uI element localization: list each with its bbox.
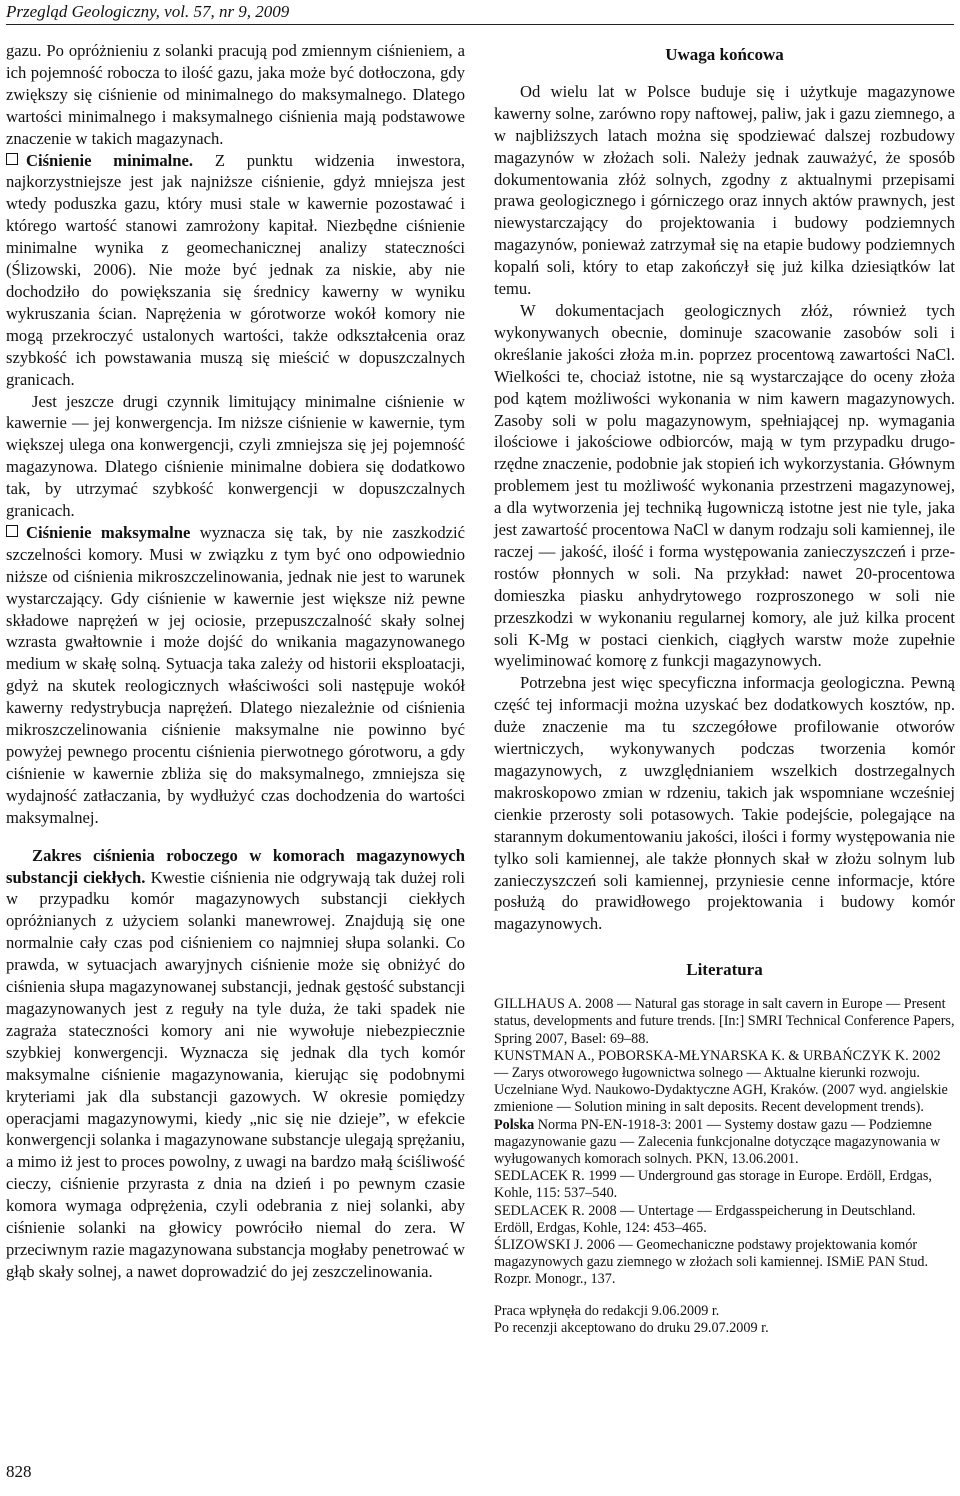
spacer bbox=[494, 935, 955, 955]
reference-list bbox=[494, 996, 955, 1288]
section-title-final-remarks: Uwaga końcowa bbox=[665, 45, 784, 64]
paragraph-minimum-pressure bbox=[6, 150, 465, 391]
minimum-pressure-text: Z punktu widzenia inwestora, najkorzystniejsze jest jak najniższe ciśnienie, gdyż mniejsza jest wtedy poduszka gazu, który musi stale w kawernie pozostawać i którego wartość stanowi zamrożony kapitał. Niezbędne ciśnienie minimalne wynika z geomechanicznej analizy stateczności (Ślizowski, 2006). Nie może być jednak za niskie, aby nie dochodziło do powiększania się średnicy kawerny w wyniku wykruszania ścian. Naprężenia w górotworze wokół komory nie mogą przekroczyć ustalonych wartości, także odkształcenia oraz szybkość ich powstawania muszą się mieścić w dopuszczalnych granicach. bbox=[6, 150, 465, 389]
paragraph-maximum-pressure bbox=[6, 522, 465, 829]
reference-text: GILLHAUS A. 2008 — Natural gas storage in salt cavern in Europe — Present status, developments and future trends. [In:] SMRI Technical Conference Papers, Spring 2007, Basel: 69–88. bbox=[494, 996, 955, 1047]
spacer bbox=[494, 1289, 955, 1303]
left-column bbox=[6, 40, 465, 1283]
header-rule bbox=[6, 24, 954, 25]
liquid-storage-text: Kwestie ciśnienia nie odgrywają tak dużej roli w przypadku komór magazynowych substancji ciekłych opróżnianych z użyciem solanki manewrowej. Znajdują się one normalnie cały czas pod ciśnieniem co najmniej słupa solanki. Co prawda, w sytuacjach awaryjnych ciśnienie może się obniżyć do ciśnienia słupa magazynowanej substancji, jednak gęstość substancji magazynowanych jest z reguły na tyle duża, że taki spadek nie zagraża stateczności komory ani nie wywołuje niebezpiecznie szybkiej konwergencji. Wyznacza się jednak dla tych komór maksymalne ciśnienie magazynowania, kierując się podobnymi kryteriami jak dla substancji gazowych. W okresie pomiędzy operacjami magazynowymi, kiedy „nic się nie dzieje”, w efekcie konwergencji solanka i magazynowane substancje ulegają sprężaniu, a mimo iż jest to proces powolny, z uwagi na bardzo małą ściśliwość cieczy, ciśnienie przyrasta z dnia na dzień i po pewnym czasie komora wymaga odprężenia, czyli odebrania z niej solanki, aby ciśnienie solanki na głowicy powróciło niemal do zera. W przeciwnym razie magazynowana substancja mogłaby penetrować w głąb skały solnej, a nawet doprowadzić do jej zeszczelinowania. bbox=[6, 867, 465, 1281]
reference-text: KUNSTMAN A., POBORSKA-MŁYNARSKA K. & URBAŃCZYK K. 2002 — Zarys otworowego ługownictwa solnego — Aktualne kierunki rozwoju. Uczelniane Wyd. Naukowo-Dydaktyczne AGH, Kraków. (2007 wyd. angielskie zmienione — Solution mining in salt deposits. Recent development trends). bbox=[494, 1047, 948, 1116]
maximum-pressure-label: Ciśnienie maksymalne bbox=[26, 522, 191, 542]
spacer bbox=[6, 829, 465, 845]
minimum-pressure-label: Ciśnienie minimalne. bbox=[26, 150, 194, 170]
paragraph-remarks-3: Potrzebna jest więc specyficzna informacja geologiczna. Pewną część tej informacji można uzyskać bez dodatkowych kosztów, np. duże znaczenie ma tu szczegółowe profilowanie otworów wiertniczych, wykonywanych podczas tworzenia komór magazynowych, z uwzględnianiem wszelkich dostrzegalnych makroskopowo zmian w rdzeniu, takich jak wspomniane wcześniej cienkie przerosty soli potasowych. Takie podejście, polegające na starannym dokumentowaniu jakości, ilości i formy występowania nie tylko soli kamiennej, ale także płonnych skał w złożu solnym lub zanieczyszczeń soli kamiennej, przyniesie cenne informacje, które posłużą do prawidłowego projektowania i budowy komór magazynowych. bbox=[494, 673, 955, 934]
paragraph-liquid-storage bbox=[6, 845, 465, 1283]
reference-item bbox=[494, 996, 955, 1048]
received-date-note: Praca wpłynęła do redakcji 9.06.2009 r. bbox=[494, 1302, 720, 1319]
page-number: 828 bbox=[6, 1462, 32, 1481]
checkbox-square-icon bbox=[6, 525, 18, 537]
reference-text: SEDLACEK R. 2008 — Untertage — Erdgasspeicherung in Deutschland. Erdöll, Erdgas, Kohle, 124: 453–465. bbox=[494, 1202, 916, 1236]
running-head: Przegląd Geologiczny, vol. 57, nr 9, 2009 bbox=[6, 2, 290, 21]
accepted-date-note: Po recenzji akceptowano do druku 29.07.2009 r. bbox=[494, 1319, 769, 1336]
reference-item bbox=[494, 1237, 955, 1289]
right-column bbox=[494, 40, 955, 1337]
reference-text: Norma PN-EN-1918-3: 2001 — Systemy dostaw gazu — Podziemne magazynowanie gazu — Zalecenia funkcjonalne dotyczące magazynowania w wyługowanych komorach solnych. PKN, 13.06.2001. bbox=[494, 1116, 941, 1167]
reference-item bbox=[494, 1117, 955, 1169]
reference-item bbox=[494, 1168, 955, 1202]
paragraph-convergence: Jest jeszcze drugi czynnik limitujący minimalne ciśnienie w kawernie — jej konwergencja. Im niższe ciśnienie w kawernie, tym większej ulega ona konwergencji, czyli zmniejsza się jej pojemność magazynowa. Dlatego ciśnienie minimalne dobiera się dodatkowo tak, by utrzymać szybkość konwergencji w dopuszczalnych granicach. bbox=[6, 391, 465, 521]
paragraph-remarks-1: Od wielu lat w Polsce buduje się i użytkuje magazynowe kawerny solne, zarówno ropy naftowej, paliw, jak i gazu ziemnego, a w najbliższych latach można się spodziewać dalszej rozbudowy magazynów w złożach soli. Należy jednak zauważyć, że sposób dokumentowania złóż solnych, zgodny z aktualnymi przepisami prawa geologicznego i górniczego oraz innych aktów prawnych, jest niewystarczający do projektowania i budowy podziemnych magazynów, ponieważ zatrzymał się na etapie budowy podziemnych kopalń soli, który to etap zakończył się już kilka dziesiątków lat temu. bbox=[494, 81, 955, 299]
liquid-storage-heading: Zakres ciśnienia roboczego w komorach magazynowych substancji ciekłych. bbox=[6, 845, 465, 887]
reference-item bbox=[494, 1048, 955, 1117]
editorial-notes bbox=[494, 1303, 955, 1337]
reference-lead: Polska bbox=[494, 1116, 535, 1133]
reference-text: ŚLIZOWSKI J. 2006 — Geomechaniczne podstawy projektowania komór magazynowych gazu ziemnego w złożach soli kamiennej. ISMiE PAN Stud. Rozpr. Monogr., 137. bbox=[494, 1237, 929, 1288]
reference-text: SEDLACEK R. 1999 — Underground gas storage in Europe. Erdöll, Erdgas, Kohle, 115: 537–540. bbox=[494, 1168, 932, 1202]
section-title-literature: Literatura bbox=[686, 960, 763, 980]
maximum-pressure-text: wyznacza się tak, by nie zaszkodzić szczelności komory. Musi w związku z tym być ono odpowiednio niższe od ciśnienia mikroszczelinowania, jednak nie jest to warunek wystarczający. Gdy ciśnienie w kawernie jest większe niż pewne składowe naprężeń w jej ociosie, przepuszczalność skały solnej wzrasta gwałtownie i może dojść do wnikania magazynowanego medium w skałę solną. Sytuacja taka zależy od historii eksploatacji, gdyż na skutek reologicznych właściwości soli następuje wokół kawerny redystrybucja naprężeń. Dlatego niezależnie od ciśnienia mikroszczelinowania ciśnienie maksymalne nie powinno być powyżej pewnego procentu ciśnienia pierwotnego górotworu, a gdy ciśnienie w kawernie zbliża się do maksymalnego, zmniejsza się wydajność zatłaczania, by wydłużyć czas dochodzenia do wartości maksymalnej. bbox=[6, 522, 465, 827]
paragraph-gas-storage-intro: gazu. Po opróżnieniu z solanki pracują pod zmiennym ciśnieniem, a ich pojemność robocza to ilość gazu, jaka może być dotłoczona, gdy zwiększy się ciśnienie od minimalnego do maksymalnego. Dlatego wartości minimalnego i maksymalnego ciśnienia mają podstawowe znaczenie w takich magazynach. bbox=[6, 41, 465, 148]
checkbox-square-icon bbox=[6, 153, 18, 165]
reference-item bbox=[494, 1203, 955, 1237]
paragraph-remarks-2: W dokumentacjach geologicznych złóż, również tych wykonywanych obecnie, dominuje szacowanie zasobów soli i określanie jakości złoża m.in. poprzez procentową zawartości NaCl. Wielkości te, chociaż istotne, nie są wystarczające do oceny złoża pod kątem możliwości wykonania w nim kawern magazynowych. Zasoby soli w polu magazynowym, spełniającej np. wymagania ilościowe i jakościowe odbiorców, mają w tym przypadku drugorzędne znaczenie, podobnie jak stopień ich wykorzystania. Głównym problemem jest tu możliwość wykonania przestrzeni magazynowej, a dla wytworzenia jej techniką ługowniczą istotne jest nie tyle, jaka jest zawartość procentowa NaCl w danym rodzaju soli kamiennej, ile raczej — jakość, ilość i forma występowania zanieczyszczeń i przerostów płonnych w soli. Na przykład: nawet 20-procentowa domieszka piasku anhydrytowego rozproszonego w soli nie przeszkodzi w wykonaniu regularnej komory, ale już kilka procent soli K-Mg w postaci cienkich, ciągłych warstw może zupełnie wyeliminować komorę z funkcji magazynowych. bbox=[494, 300, 955, 671]
